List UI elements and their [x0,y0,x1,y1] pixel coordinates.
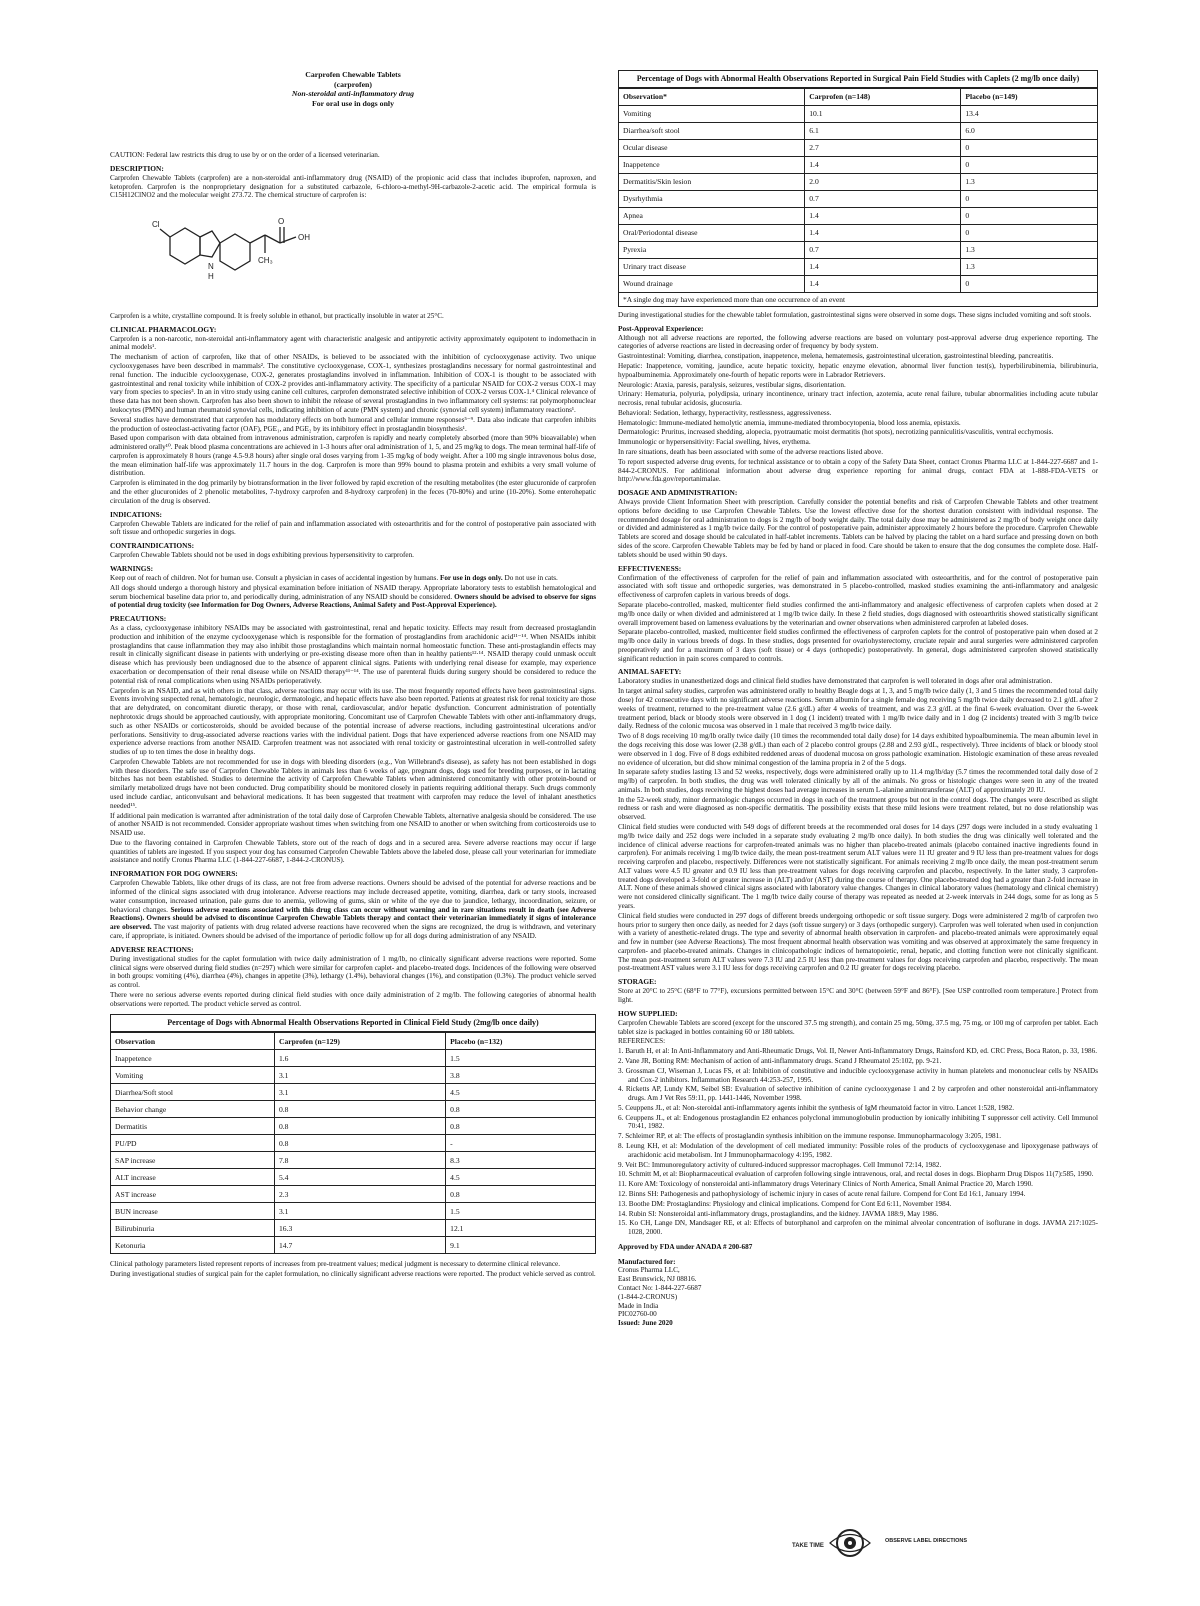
manufacturer-heading: Manufactured for: [618,1257,676,1266]
table-cell: 3.1 [274,1084,445,1101]
dosage-heading: DOSAGE AND ADMINISTRATION: [618,488,738,498]
storage-text: Store at 20°C to 25°C (68°F to 77°F), excursions permitted between 15°C and 30°C (between 59°F and 86°F). [See USP controlled room temperature.] Protect from light. [618,987,1098,1005]
table-cell: Bilirubinuria [111,1220,275,1237]
animal-safety-paragraph: Clinical field studies were conducted with 549 dogs of different breeds at the recommended oral doses for 14 days (297 dogs were included in a study evaluating 1 mg/lb twice daily and 252 dogs were included in a separate study evaluating 2 mg/lb once daily). In both studies the drug was clinically well tolerated and the incidence of clinical adverse reactions for carprofen-treated animals was no higher than placebo-treated animals (placebo contained inactive ingredients found in carprofen). For animals receiving 1 mg/lb twice daily, the mean post-treatment serum ALT values were 11 IU greater and 9 IU less than pre-treatment values for dogs receiving carprofen and placebo, respectively. Differences were not statistically significant. For animals receiving 2 mg/lb once daily, the mean post-treatment serum ALT values were 4.5 IU greater and 0.9 IU less than pre-treatment values for dogs receiving carprofen and placebo, respectively. In the latter study, 3 carprofen-treated dogs developed a 3-fold or greater increase in (ALT) and/or (AST) during the course of therapy. One placebo-treated dog had a greater than 2-fold increase in ALT. None of these animals showed clinical signs associated with laboratory value changes. Changes in clinical laboratory values (hematology and clinical chemistry) were not considered clinically significant. The 1 mg/lb twice daily course of therapy was repeated as needed at 2-week intervals in 244 dogs, some for as long as 5 years. [618,822,1098,910]
table-row [619,173,1098,190]
table-row [111,1186,596,1203]
animal-safety-paragraph: Laboratory studies in unanesthetized dogs and clinical field studies have demonstrated that carprofen is well tolerated in dogs after oral administration. [618,677,1053,686]
adverse-paragraph: There were no serious adverse events reported during clinical field studies with once daily administration of 2 mg/lb. The following categories of abnormal health observations were reported. The product vehicle served as control. [110,990,596,1008]
table-cell: 0.8 [274,1135,445,1152]
table-cell: Diarrhea/Soft stool [111,1084,275,1101]
reference-item: 12. Binns SH: Pathogenesis and pathophysiology of ischemic injury in cases of acute renal failure. Compend for Cont Ed 16:1, January 1994. [618,1189,1026,1198]
references-heading: REFERENCES: [618,1037,666,1046]
warnings-heading: WARNINGS: [110,563,154,573]
table-cell: 9.1 [446,1237,596,1254]
owners-text: The vast majority of patients with drug related adverse reactions have recovered when the signs are recognized, the drug is withdrawn, and veterinary care, if appropriate, is initiated. Owners should be advised of the importance of periodic follow up for all dogs during administration of any NSAID. [110,923,596,940]
table-cell: 0.8 [274,1101,445,1118]
post-approval-paragraph: Behavioral: Sedation, lethargy, hyperactivity, restlessness, aggressiveness. [618,408,832,417]
table-cell: Vomiting [111,1067,275,1084]
table-cell: Inappetence [619,156,805,173]
table-row [619,156,1098,173]
warnings-paragraph [110,574,596,583]
effectiveness-paragraph: Separate placebo-controlled, masked, multicenter field studies confirmed the effectiveness of carprofen caplets for the control of postoperative pain when dosed at 2 mg/lb once daily in various breeds of dogs. In these studies, dogs presented for ovariohysterectomy, cruciate repair and aural surgeries were administered carprofen preoperatively and for a maximum of 3 days (soft tissue) or 4 days (orthopedic) postoperatively. In general, dogs administered carprofen showed statistically significant reduction in pain scores compared to controls. [618,628,1098,663]
animal-safety-paragraph: Clinical field studies were conducted in 297 dogs of different breeds undergoing orthopedic or soft tissue surgery. Dogs were administered 2 mg/lb of carprofen two hours prior to surgery then once daily, as needed for 2 days (soft tissue surgery) or 3 days (orthopedic surgery). Carprofen was well tolerated when used in conjunction with a variety of anesthetic-related drugs. The type and severity of abnormal health observation in carprofen- and placebo-treated animals were approximately equal and few in number (see Adverse Reactions). The most frequent abnormal health observation was vomiting and was observed at approximately the same frequency in carprofen- and placebo-treated animals. Changes in clinicopathologic indices of hematopoietic, renal, hepatic, and clotting function were not clinically significant. The mean post-treatment serum ALT values were 7.3 IU and 2.5 IU less than pre-treatment values for dogs receiving carprofen and placebo, respectively. The mean post-treatment AST values were 3.1 IU less for dogs receiving carprofen and 0.2 IU greater for dogs receiving placebo. [618,911,1098,973]
table-cell: 4.5 [446,1084,596,1101]
table-cell: BUN increase [111,1203,275,1220]
table-cell: 0.7 [805,190,961,207]
contraindications-heading: CONTRAINDICATIONS: [110,541,195,551]
table-cell: 0.8 [446,1186,596,1203]
logo-take-time-text: TAKE TIME [792,1543,824,1549]
table-cell: 3.1 [274,1203,445,1220]
pharmacology-heading: CLINICAL PHARMACOLOGY: [110,324,217,334]
table-cell: 1.3 [961,241,1098,258]
reference-item: 13. Boothe DM: Prostaglandins: Physiology and clinical implications. Compend for Cont Ed 6:11, November 1984. [618,1199,952,1208]
storage-heading: STORAGE: [618,977,657,987]
table-cell: 2.7 [805,139,961,156]
table-cell: 2.3 [274,1186,445,1203]
surgical-pain-table-body [619,105,1098,292]
reference-item: 11. Kore AM: Toxicology of nonsteroidal anti-inflammatory drugs Veterinary Clinics of North America, Small Animal Practice 20, March 1990. [618,1180,1033,1189]
adverse-heading: ADVERSE REACTIONS: [110,944,194,954]
table-cell: Oral/Periodontal disease [619,224,805,241]
warnings-text: All dogs should undergo a thorough history and physical examination before initiation of NSAID therapy. Appropriate laboratory tests to establish hematological and serum biochemical baseline data prior to, and periodically during, administration of any NSAID should be considered. [110,583,596,601]
pharmacology-paragraph: Based upon comparison with data obtained from intravenous administration, carprofen is rapidly and nearly completely absorbed (more than 90% bioavailable) when administered orally¹⁰. Peak blood plasma concentrations are achieved in 1-3 hours after oral administration of 1, 5, and 25 mg/kg to dogs. The mean terminal half-life of carprofen is approximately 8 hours (range 4.5-9.8 hours) after single oral doses varying from 1-35 mg/kg of body weight. After a 100 mg single intravenous bolus dose, the mean elimination half-life was approximately 11.7 hours in the dog. Carprofen is more than 99% bound to plasma protein and exhibits a very small volume of distribution. [110,434,596,478]
precautions-heading: PRECAUTIONS: [110,614,167,624]
take-time-logo [790,1528,1030,1558]
table-row [111,1169,596,1186]
precautions-paragraph: If additional pain medication is warranted after administration of the total daily dose of Carprofen Chewable Tablets, alternative analgesia should be considered. The use of another NSAID is not recommended. Consider appropriate washout times when switching from one NSAID to another or when switching from corticosteroids use to NSAID use. [110,811,596,838]
table-row [111,1203,596,1220]
owners-paragraph [110,879,596,940]
post-approval-paragraph: Immunologic or hypersensitivity: Facial swelling, hives, erythema. [618,438,811,447]
table-cell: ALT increase [111,1169,275,1186]
table-cell: 6.1 [805,122,961,139]
description-text: Carprofen Chewable Tablets (carprofen) are a non-steroidal anti-inflammatory drug (NSAID) of the propionic acid class that includes ibuprofen, naproxen, and ketoprofen. Carprofen is the nonproprietary designation for a substituted carbazole, 6-chloro-a-methyl-9H-carbazole-2-acetic acid. The empirical formula is C15H12ClNO2 and the molecular weight 273.72. The chemical structure of carprofen is: [110,173,596,200]
manufacturer-line: Made in India [618,1301,659,1310]
post-approval-paragraph: Hematologic: Immune-mediated hemolytic anemia, immune-mediated thrombocytopenia, blood loss anemia, epistaxis. [618,418,961,427]
logo-observe-text: OBSERVE LABEL DIRECTIONS [885,1538,968,1544]
animal-safety-heading: ANIMAL SAFETY: [618,667,682,677]
table-cell: 1.4 [805,207,961,224]
surgical-pain-table-caption: Percentage of Dogs with Abnormal Health Observations Reported in Surgical Pain Field Studies with Caplets (2 mg/lb once daily) [618,70,1098,88]
warnings-text: Keep out of reach of children. Not for human use. Consult a physician in cases of accidental ingestion by humans. [110,573,439,582]
adverse-paragraph: During investigational studies for the caplet formulation with twice daily administration of 1 mg/lb, no clinically significant adverse reactions were reported. Some clinical signs were observed during field studies (n=297) which were similar for carprofen caplet- and placebo-treated dogs. Incidences of the following were observed in both groups: vomiting (4%), diarrhea (4%), changes in appetite (3%), lethargy (1.4%), behavioral changes (1%), and constipation (0.3%). The product vehicle served as control. [110,954,596,990]
precautions-paragraph: Carprofen Chewable Tablets are not recommended for use in dogs with bleeding disorders (e.g., Von Willebrand's disease), as safety has not been established in dogs with these disorders. The safe use of Carprofen Chewable Tablets in animals less than 6 weeks of age, pregnant dogs, dogs used for breeding purposes, or in lactating bitches has not been established. Studies to determine the activity of Carprofen Chewable Tablets when administered concomitantly with other protein-bound or similarly metabolized drugs have not been conducted. Drug compatibility should be monitored closely in patients requiring additional therapy. Such drugs commonly used include cardiac, anticonvulsant and behavioral medications. It has been suggested that treatment with carprofen may reduce the level of inhalant anesthetics needed¹⁵. [110,757,596,810]
table-cell: 0 [961,190,1098,207]
post-approval-paragraph: Gastrointestinal: Vomiting, diarrhea, constipation, inappetence, melena, hematemesis, gastrointestinal ulceration, gastrointestinal bleeding, pancreatitis. [618,352,1054,361]
owners-serious-warning: Serious adverse reactions associated with this drug class can occur without warning and in rare situations result in death (see Adverse Reactions). Owners should be advised to discontinue Carprofen Chewable Tablets therapy and contact their veterinarian immediately if signs of intolerance are observed. [110,905,596,932]
table-cell: 0.8 [446,1118,596,1135]
table-cell: 1.4 [805,275,961,292]
reference-item: 14. Rubin SI: Nonsteroidal anti-inflammatory drugs, prostaglandins, and the kidney. JAVMA 188:9, May 1986. [618,1209,939,1218]
reference-item: 9. Veit BC: Immunoregulatory activity of cultured-induced suppressor macrophages. Cell Immunol 72:14, 1982. [618,1160,942,1169]
reference-item: 8. Leung KH, et al: Modulation of the development of cell mediated immunity: Possible roles of the products of cyclooxygenase and lipoxygenase pathways of arachidonic acid metabolism. Int J Immunopharmacology 4:195, 1982. [618,1142,1098,1159]
table-row [619,241,1098,258]
table-cell: 1.4 [805,156,961,173]
table-cell: SAP increase [111,1152,275,1169]
owners-text: Carprofen Chewable Tablets, like other drugs of its class, are not free from adverse reactions. Owners should be advised of the potential for adverse reactions and be informed of the clinical signs associated with drug intolerance. Adverse reactions may include decreased appetite, vomiting, diarrhea, dark or tarry stools, increased water consumption, increased urination, pale gums due to anemia, yellowing of gums, skin or white of the eye due to jaundice, lethargy, incoordination, seizure, or behavioral changes. [110,879,596,914]
table-cell: Dermatitis/Skin lesion [619,173,805,190]
reference-item: 6. Ceuppens JL, et al: Endogenous prostaglandin E2 enhances polyclonal immunoglobulin production by ionically inhibiting T suppressor cell activity. Cell Immunol 70:41, 1982. [618,1113,1098,1131]
table-cell: Behavior change [111,1101,275,1118]
caution-text: CAUTION: Federal law restricts this drug to use by or on the order of a licensed veterinarian. [110,150,380,159]
precautions-paragraph: As a class, cyclooxygenase inhibitory NSAIDs may be associated with gastrointestinal, renal and hepatic toxicity. Effects may result from decreased prostaglandin production and inhibition of the enzyme cyclooxygenase which is responsible for the formation of prostaglandins from arachidonic acid¹¹⁻¹⁴. When NSAIDs inhibit prostaglandins that cause inflammation they may also inhibit those prostaglandins which maintain normal homeostatic function. These anti-prostaglandin effects may result in clinically significant disease in patients with underlying or pre-existing disease more often than in healthy patients¹²·¹⁴. NSAID therapy could unmask occult disease which has previously been undiagnosed due to the absence of apparent clinical signs. Patients with underlying renal disease for example, may experience exacerbation or decompensation of their renal disease while on NSAID therapy¹¹⁻¹⁴. The use of parenteral fluids during surgery should be considered to reduce the potential risk of renal complications when using NSAIDs perioperatively. [110,624,596,685]
table-cell: 0 [961,207,1098,224]
table-cell: 4.5 [446,1169,596,1186]
animal-safety-paragraph: Two of 8 dogs receiving 10 mg/lb orally twice daily (10 times the recommended total daily dose) for 14 days exhibited hypoalbuminemia. The mean albumin level in the dogs receiving this dose was lower (2.38 g/dL) than each of 2 placebo control groups (2.88 and 2.93 g/dL, respectively). Three incidents of black or bloody stool were observed in 1 dog. Five of 8 dogs exhibited reddened areas of duodenal mucosa on gross pathologic examination. Histologic examination of these areas revealed no evidence of ulceration, but did show minimal congestion of the lamina propria in 2 of the 5 dogs. [618,732,1098,767]
reference-item: 10. Schmitt M, et al: Biopharmaceutical evaluation of carprofen following single intravenous, oral, and rectal doses in dogs. Biopharm Drug Dispos 11(7):585, 1990. [618,1170,1094,1179]
reference-item: 15. Ko CH, Lange DN, Mandsager RE, et al: Effects of butorphanol and carprofen on the minimal alveolar concentration of isoflurane in dogs. JAVMA 217:1025-1028, 2000. [618,1219,1098,1237]
table-header-cell: Observation [111,1033,275,1050]
manufacturer-line: Cronus Pharma LLC, [618,1266,680,1275]
table-header-cell: Carprofen (n=129) [274,1033,445,1050]
dosage-text: Always provide Client Information Sheet with prescription. Carefully consider the potential benefits and risk of Carprofen Chewable Tablets and other treatment options before deciding to use Carprofen Chewable Tablets. Use the lowest effective dose for the shortest duration consistent with individual response. The recommended dosage for oral administration to dogs is 2 mg/lb of body weight daily. The total daily dose may be administered as 2 mg/lb of body weight once daily or divided and administered as 1 mg/lb twice daily. For the control of postoperative pain, administer approximately 2 hours before the procedure. Carprofen Chewable Tablets are scored and dosage should be calculated in half-tablet increments. Tablets can be halved by placing the tablet on a hard surface and pressing down on both sides of the score. Carprofen Chewable Tablets may be fed by hand or placed in food. Care should be taken to ensure that the dog consumes the complete dose. Half-tablets should be used within 90 days. [618,498,1098,559]
surgical-pain-table-wrap [618,70,1098,307]
table-cell: 1.4 [805,258,961,275]
effectiveness-paragraph: Confirmation of the effectiveness of carprofen for the relief of pain and inflammation associated with osteoarthritis, and for the control of postoperative pain associated with soft tissue and orthopedic surgeries, was demonstrated in 5 placebo-controlled, masked studies examining the anti-inflammatory and analgesic effectiveness of carprofen caplets in various breeds of dogs. [618,573,1098,600]
table-row [619,105,1098,122]
table-row [619,275,1098,292]
title-block [110,70,596,109]
post-approval-paragraph: Hepatic: Inappetence, vomiting, jaundice, acute hepatic toxicity, hepatic enzyme elevation, abnormal liver function test(s), hyperbilirubinemia, bilirubinuria, hypoalbuminemia. Approximately one-fourth of hepatic reports were in Labrador Retrievers. [618,361,1098,379]
table-cell: Dysrhythmia [619,190,805,207]
table-cell: Dermatitis [111,1118,275,1135]
struct-label-h: H [208,272,214,282]
manufacturer-block [618,1258,1098,1328]
table-cell: Ocular disease [619,139,805,156]
after-table-paragraph: Clinical pathology parameters listed represent reports of increases from pre-treatment values; medical judgment is necessary to determine clinical relevance. [110,1260,561,1269]
table-header-cell: Carprofen (n=148) [805,88,961,105]
table-cell: 10.1 [805,105,961,122]
struct-label-o: O [278,217,285,227]
struct-label-oh: OH [298,233,310,243]
post-approval-paragraph: To report suspected adverse drug events, for technical assistance or to obtain a copy of the Safety Data Sheet, contact Cronus Pharma LLC at 1-844-227-6687 and 1-844-2-CRONUS. For additional information about adverse drug experience reporting for animal drugs, contact FDA at 1-888-FDA-VETS or http://www.fda.gov/reportanimalae. [618,457,1098,484]
pharmacology-paragraph: Carprofen is a non-narcotic, non-steroidal anti-inflammatory agent with characteristic analgesic and antipyretic activity approximately equipotent to indomethacin in animal models¹. [110,334,596,352]
animal-safety-paragraph: In target animal safety studies, carprofen was administered orally to healthy Beagle dogs at 1, 3, and 5 mg/lb twice daily (1, 3 and 5 times the recommended total daily dose) for 42 consecutive days with no significant adverse reactions. Serum albumin for a single female dog receiving 5 mg/lb twice daily decreased to 2.1 g/dL after 2 weeks of treatment, returned to the pre-treatment value (2.6 g/dL) after 4 weeks of treatment, and was 2.3 g/dL at the final 6-week evaluation. Over the 6-week treatment period, black or bloody stools were observed in 1 dog (1 incident) treated with 1 mg/lb twice daily and in 1 dog (2 incidents) treated with 3 mg/lb twice daily. Redness of the colonic mucosa was observed in 1 male that received 3 mg/lb twice daily. [618,687,1098,731]
clinical-field-table-body [111,1050,596,1254]
effectiveness-heading: EFFECTIVENESS: [618,563,682,573]
post-approval-paragraph: Urinary: Hematuria, polyuria, polydipsia, urinary incontinence, urinary tract infection, azotemia, acute renal failure, tubular abnormalities including acute tubular necrosis, renal tubular acidosis, glucosuria. [618,390,1098,408]
indications-heading: INDICATIONS: [110,509,163,519]
reference-item: 3. Grossman CJ, Wiseman J, Lucas FS, et al: Inhibition of constitutive and inducible cyclooxygenase activity in human platelets and mononuclear cells by NSAIDs and Cox-2 inhibitors. Inflammation Research 44:253-257, 1995. [618,1066,1098,1084]
table-cell: Ketonuria [111,1237,275,1254]
table-cell: 0 [961,156,1098,173]
reference-item: 1. Baruth H, et al: In Anti-Inflammatory and Anti-Rheumatic Drugs, Vol. II, Newer Anti-Inflammatory Drugs, Rainsford KD, ed. CRC Press, Boca Raton, p. 33, 1986. [618,1047,1098,1056]
table-header-cell: Observation* [619,88,805,105]
table-row [111,1118,596,1135]
struct-label-cl: Cl [152,220,160,230]
physical-description: Carprofen is a white, crystalline compound. It is freely soluble in ethanol, but practically insoluble in water at 25°C. [110,311,444,320]
precautions-paragraph: Carprofen is an NSAID, and as with others in that class, adverse reactions may occur with its use. The most frequently reported effects have been gastrointestinal signs. Events involving suspected renal, hematologic, neurologic, dermatologic, and hepatic effects have also been reported. Patients at greatest risk for renal toxicity are those that are dehydrated, on concomitant diuretic therapy, or those with renal, cardiovascular, and/or hepatic dysfunction. Concurrent administration of potentially nephrotoxic drugs should be approached cautiously, with appropriate monitoring. Concomitant use of Carprofen Chewable Tablets with other anti-inflammatory drugs, such as other NSAIDs or corticosteroids, should be avoided because of the potential increase of adverse reactions, including gastrointestinal ulcerations and/or perforations. Sensitivity to drug-associated adverse reactions varies with the individual patient. Dogs that have experienced adverse reactions from one NSAID may experience adverse reactions from another NSAID. Carprofen treatment was not associated with renal toxicity or gastrointestinal ulceration in well-controlled safety studies of up to ten times the dose in healthy dogs. [110,686,596,757]
manufacturer-line: (1-844-2-CRONUS) [618,1292,678,1301]
clinical-field-table-caption: Percentage of Dogs with Abnormal Health Observations Reported in Clinical Field Study (2mg/lb once daily) [110,1014,596,1032]
post-approval-paragraph: Although not all adverse reactions are reported, the following adverse reactions are based on voluntary post-approval adverse drug experience reporting. The categories of adverse reactions are listed in decreasing order of frequency by body system. [618,333,1098,351]
table-cell: 2.0 [805,173,961,190]
table-header-row [619,88,1098,105]
animal-safety-paragraph: In the 52-week study, minor dermatologic changes occurred in dogs in each of the treatment groups but not in the control dogs. The changes were described as slight redness or rash and were diagnosed as non-specific dermatitis. The possibility exists that these mild lesions were treatment related, but no dose relationship was observed. [618,795,1098,822]
table-cell: 0.8 [446,1101,596,1118]
product-use: For oral use in dogs only [312,99,394,109]
warnings-cats: Do not use in cats. [504,573,558,582]
reference-item: 5. Ceuppens JL, et al: Non-steroidal anti-inflammatory agents inhibit the synthesis of IgM rheumatoid factor in vitro. Lancet 1:528, 1982. [618,1103,1015,1112]
table-footnote: *A single dog may have experienced more than one occurrence of an event [618,293,1098,307]
table-row [111,1084,596,1101]
table-cell: Diarrhea/soft stool [619,122,805,139]
references [618,1037,1098,1236]
table-cell: 0.8 [274,1118,445,1135]
surgical-pain-table [618,88,1098,293]
table-cell: Inappetence [111,1050,275,1067]
table-row [111,1050,596,1067]
manufacturer-line: East Brunswick, NJ 08816. [618,1275,697,1284]
warnings-dogs-only: For use in dogs only. [439,573,503,582]
clinical-field-table [110,1032,596,1254]
post-approval-paragraph: Dermatologic: Pruritus, increased shedding, alopecia, pyotraumatic moist dermatitis (hot spots), necrotizing panniculitis/vasculitis, ventral ecchymosis. [618,428,1054,437]
table-cell: 12.1 [446,1220,596,1237]
table-row [619,122,1098,139]
table-cell: 1.5 [446,1050,596,1067]
table-cell: Vomiting [619,105,805,122]
pharmacology-paragraph: Carprofen is eliminated in the dog primarily by biotransformation in the liver followed by rapid excretion of the resulting metabolites (the ester glucuronide of carprofen and the ether glucuronides of 2 phenolic metabolites, 7-hydroxy carprofen and 8-hydroxy carprofen) in the feces (70-80%) and urine (10-20%). Some enterohepatic circulation of the drug is observed. [110,479,596,505]
table-cell: Apnea [619,207,805,224]
table-cell: 0 [961,139,1098,156]
table-cell: Wound drainage [619,275,805,292]
product-class: Non-steroidal anti-inflammatory drug [291,89,415,99]
table-cell: Pyrexia [619,241,805,258]
description-heading: DESCRIPTION: [110,163,164,173]
animal-safety-paragraph: In separate safety studies lasting 13 and 52 weeks, respectively, dogs were administered orally up to 11.4 mg/lb/day (5.7 times the recommended total daily dose of 2 mg/lb) of carprofen. In both studies, the drug was well tolerated clinically by all of the animals. No gross or histologic changes were seen in any of the treated animals. In both studies, dogs receiving the highest doses had average increases in serum L-alanine aminotransferase (ALT) of approximately 20 IU. [618,768,1098,794]
approval-line: Approved by FDA under ANADA # 200-687 [618,1242,753,1251]
table-header-cell: Placebo (n=132) [446,1033,596,1050]
table-cell: 13.4 [961,105,1098,122]
table-cell: PU/PD [111,1135,275,1152]
table-row [111,1237,596,1254]
table-cell: 1.4 [805,224,961,241]
table-cell: 7.8 [274,1152,445,1169]
reference-item: 2. Vane JR, Botting RM: Mechanism of action of anti-inflammatory drugs. Scand J Rheumatol 25:102, pp. 9-21. [618,1057,942,1065]
table-row [111,1067,596,1084]
struct-label-n: N [208,262,214,272]
table-cell: AST increase [111,1186,275,1203]
issued-date: Issued: June 2020 [618,1319,673,1328]
warnings-paragraph [110,584,596,610]
left-column [110,70,596,1590]
after-table-paragraph: During investigational studies of surgical pain for the caplet formulation, no clinically significant adverse reactions were reported. The product vehicle served as control. [110,1269,596,1278]
table-row [619,224,1098,241]
table-cell: 0 [961,224,1098,241]
table-cell: 5.4 [274,1169,445,1186]
owners-heading: INFORMATION FOR DOG OWNERS: [110,869,238,879]
pharmacology-paragraph: The mechanism of action of carprofen, like that of other NSAIDs, is believed to be associated with the inhibition of cyclooxygenase activity. Two unique cyclooxygenases have been described in mammals². The constitutive cyclooxygenase, COX-1, synthesizes prostaglandins necessary for normal gastrointestinal and renal function. The inducible cyclooxygenase, COX-2, generates prostaglandins involved in inflammation. Inhibition of COX-1 is thought to be associated with gastrointestinal and renal toxicity while inhibition of COX-2 provides anti-inflammatory activity. The specificity of a particular NSAID for COX-2 versus COX-1 may vary from species to species³. In an in vitro study using canine cell cultures, carprofen demonstrated selective inhibition of COX-2 versus COX-1.⁴ Clinical relevance of these data has not been shown. Carprofen has also been shown to inhibit the release of several prostaglandins in two inflammatory cell systems: rat polymorphonuclear leukocytes (PMN) and human rheumatoid synovial cells, indicating inhibition of acute (PMN system) and chronic (synovial cell system) inflammatory reactions¹. [110,353,596,414]
right-column [618,70,1098,1600]
table-cell: 1.3 [961,258,1098,275]
table-row [111,1220,596,1237]
post-approval-paragraph: Neurologic: Ataxia, paresis, paralysis, seizures, vestibular signs, disorientation. [618,380,846,389]
carprofen-structure-diagram [150,207,330,287]
how-supplied-text: Carprofen Chewable Tablets are scored (except for the unscored 37.5 mg strength), and contain 25 mg, 50mg, 37.5 mg, 75 mg, or 100 mg of carprofen per tablet. Each tablet size is packaged in bottles containing 60 or 180 tablets. [618,1018,1098,1036]
table-cell: 3.8 [446,1067,596,1084]
table-row [619,258,1098,275]
chewable-note: During investigational studies for the chewable tablet formulation, gastrointestinal signs were observed in some dogs. These signs included vomiting and soft stools. [618,310,1092,319]
indications-text: Carprofen Chewable Tablets are indicated for the relief of pain and inflammation associated with osteoarthritis and for the control of postoperative pain associated with soft tissue and orthopedic surgeries in dogs. [110,519,596,537]
table-cell: 0.7 [805,241,961,258]
manufacturer-line: PIC02760-00 [618,1310,657,1319]
product-subtitle: (carprofen) [334,79,372,89]
product-title: Carprofen Chewable Tablets [305,70,401,79]
table-cell: 8.3 [446,1152,596,1169]
table-cell: 6.0 [961,122,1098,139]
how-supplied-heading: HOW SUPPLIED: [618,1008,678,1018]
table-cell: 16.3 [274,1220,445,1237]
pharmacology-paragraph: Several studies have demonstrated that carprofen has modulatory effects on both humoral and cellular immune responses⁵⁻⁹. Data also indicate that carprofen inhibits the production of osteoclast-activating factor (OAF), PGE₁, and PGE₂ by its inhibitory effect in prostaglandin biosynthesis¹. [110,415,596,433]
table-header-row [111,1033,596,1050]
references-list [618,1047,1098,1237]
table-row [111,1101,596,1118]
struct-label-ch3: CH₃ [258,256,273,266]
table-row [619,139,1098,156]
reference-item: 4. Ricketts AP, Lundy KM, Seibel SB: Evaluation of selective inhibition of canine cyclooxygenase 1 and 2 by carprofen and other nonsteroidal anti-inflammatory drugs. Am J Vet Res 59:11, pp. 1441-1446, November 1998. [618,1085,1098,1103]
manufacturer-line: Contact No: 1-844-227-6687 [618,1283,702,1292]
table-cell: 1.5 [446,1203,596,1220]
reference-item: 7. Schleimer RP, et al: The effects of prostaglandin synthesis inhibition on the immune response. Immunopharmacology 3:205, 1981. [618,1132,1002,1141]
table-row [619,190,1098,207]
precautions-paragraph: Due to the flavoring contained in Carprofen Chewable Tablets, store out of the reach of dogs and in a secured area. Severe adverse reactions may occur if large quantities of tablets are ingested. If you suspect your dog has consumed Carprofen Chewable Tablets above the labeled dose, please call your veterinarian for immediate assistance and notify Cronus Pharma LLC (1-844-227-6687, 1-844-2-CRONUS). [110,838,596,865]
contraindications-text: Carprofen Chewable Tablets should not be used in dogs exhibiting previous hypersensitivity to carprofen. [110,551,414,560]
clinical-field-table-wrap [110,1014,596,1254]
table-cell: 14.7 [274,1237,445,1254]
effectiveness-paragraph: Separate placebo-controlled, masked, multicenter field studies confirmed the anti-inflammatory and analgesic effectiveness of carprofen caplets when dosed at 2 mg/lb once daily or when divided and administered at 1 mg/lb twice daily. In these 2 field studies, dogs diagnosed with osteoarthritis showed statistically significant overall improvement based on lameness evaluations by the veterinarian and owner observations when administered carprofen at labeled doses. [618,600,1098,627]
table-row [111,1135,596,1152]
warnings-owner-advice: Owners should be advised to observe for signs of potential drug toxicity (see Information for Dog Owners, Adverse Reactions, Animal Safety and Post-Approval Experience). [110,592,596,610]
post-approval-heading: Post-Approval Experience: [618,323,704,333]
table-row [111,1152,596,1169]
table-cell: Urinary tract disease [619,258,805,275]
table-row [619,207,1098,224]
table-cell: - [446,1135,596,1152]
table-cell: 3.1 [274,1067,445,1084]
table-cell: 1.6 [274,1050,445,1067]
table-header-cell: Placebo (n=149) [961,88,1098,105]
post-approval-paragraph: In rare situations, death has been associated with some of the adverse reactions listed above. [618,447,884,456]
table-cell: 1.3 [961,173,1098,190]
table-cell: 0 [961,275,1098,292]
